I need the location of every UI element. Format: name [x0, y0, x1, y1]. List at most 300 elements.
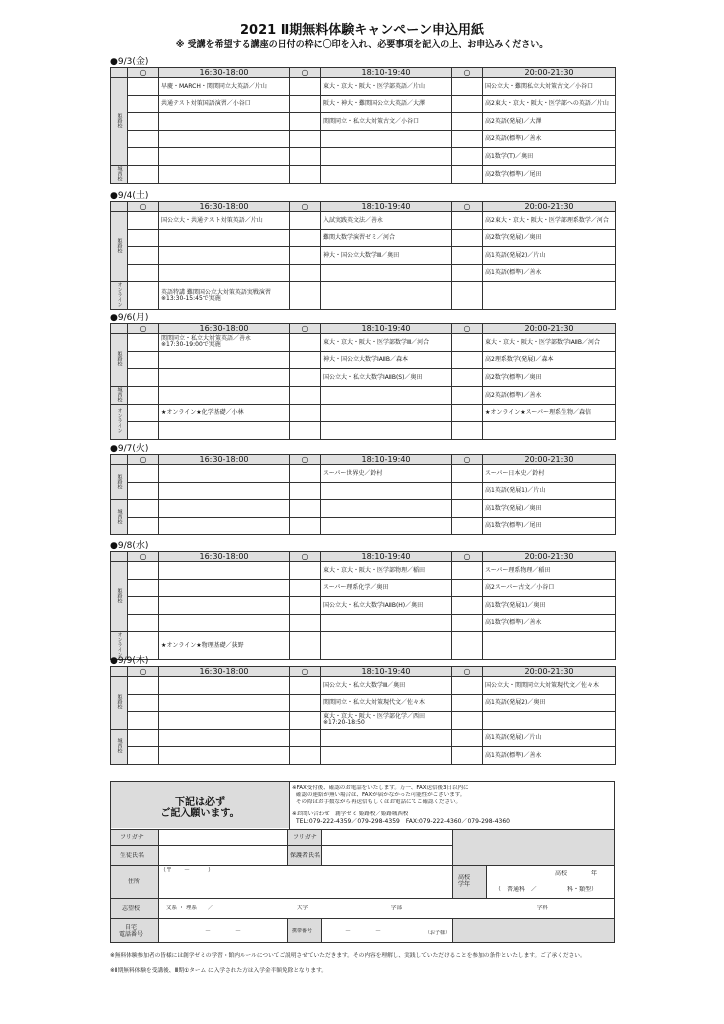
mark-box[interactable]: [128, 351, 159, 369]
mark-box[interactable]: [290, 334, 321, 352]
course-cell: [321, 165, 452, 183]
mark-box[interactable]: [128, 148, 159, 166]
mark-column-header: ○: [452, 455, 483, 465]
mark-column-header: ○: [128, 667, 159, 677]
footnote: ※無料体験参加者の皆様には創学ゼミの学習・館内ルールについてご説明させていただきます。その内容を理解し、実践していただけることを参加の条件といたします。ご了承ください。: [110, 953, 586, 959]
course-row: [111, 351, 616, 369]
course-row: [111, 264, 616, 282]
course-cell: 関関同立・私立大対策現代文／佐々木: [321, 694, 452, 712]
course-cell: 高2数学(標準)／奥田: [483, 369, 616, 387]
mark-column-header: ○: [452, 667, 483, 677]
mark-box[interactable]: [128, 712, 159, 730]
mark-box[interactable]: [452, 482, 483, 500]
course-cell: ★オンライン★スーパー理系生物／森信: [483, 404, 616, 422]
course-cell: [159, 422, 290, 440]
campus-label-text: 姫路校: [116, 238, 123, 253]
campus-label-text: 姫路校: [116, 694, 123, 710]
fax-note-line: その際はお手数ながら再送信もしくはお電話にてご確認ください。: [296, 799, 462, 805]
aspiration-label: 志望校: [122, 905, 141, 912]
mark-box[interactable]: [290, 422, 321, 440]
campus-label-text: 城西校: [116, 508, 123, 524]
mark-box[interactable]: [290, 386, 321, 404]
course-cell: [321, 422, 452, 440]
slot-time-header: 18:10-19:40: [321, 667, 452, 677]
campus-label: [111, 677, 128, 730]
school-grade-field[interactable]: 高校 年: [555, 870, 598, 877]
course-cell: [159, 369, 290, 387]
department-field[interactable]: 学科: [537, 905, 549, 911]
course-cell: [321, 282, 452, 310]
course-cell: 高2スーパー古文／小谷口: [483, 579, 616, 597]
student-name-label: 生徒氏名: [120, 852, 145, 859]
course-row: [111, 95, 616, 113]
page-title: 2021 Ⅱ期無料体験キャンペーン申込用紙: [239, 23, 484, 38]
course-row: [111, 113, 616, 131]
course-cell: 東大・京大・阪大・医学部数学Ⅲ／河合: [321, 334, 452, 352]
course-cell: [483, 422, 616, 440]
mark-box[interactable]: [452, 247, 483, 265]
fax-note-line: ※FAX受付後、確認のお電話をいたします。万一、FAX送信後3日以内に: [292, 785, 469, 791]
mark-box[interactable]: [290, 712, 321, 730]
mark-box[interactable]: [290, 130, 321, 148]
school-grade-label: 高校 学年: [458, 874, 471, 888]
mark-box[interactable]: [452, 729, 483, 747]
mark-box[interactable]: [452, 113, 483, 131]
mark-box[interactable]: [452, 95, 483, 113]
mark-box[interactable]: [128, 747, 159, 765]
slot-time-header: 18:10-19:40: [321, 324, 452, 334]
campus-label: [111, 212, 128, 282]
campus-label: [111, 729, 128, 764]
mark-box[interactable]: [128, 482, 159, 500]
mark-box[interactable]: [128, 113, 159, 131]
course-cell: [159, 165, 290, 183]
mark-column-header: ○: [290, 202, 321, 212]
day-date: ●9/3(金): [110, 57, 149, 67]
slot-time-header: 18:10-19:40: [321, 68, 452, 78]
mark-column-header: ○: [290, 667, 321, 677]
schedule-table: [110, 666, 616, 765]
slot-header-row: [111, 455, 616, 465]
mark-box[interactable]: [452, 165, 483, 183]
course-cell: スーパー理系化学／奥田: [321, 579, 452, 597]
mark-box[interactable]: [452, 369, 483, 387]
mark-box[interactable]: [128, 95, 159, 113]
course-cell: [321, 729, 452, 747]
mark-box[interactable]: [290, 632, 321, 660]
course-cell: 関関同立・私立大対策古文／小谷口: [321, 113, 452, 131]
course-row: [111, 165, 616, 183]
mark-box[interactable]: [290, 614, 321, 632]
furigana-label-guardian: フリガナ: [293, 834, 317, 841]
course-cell: [321, 148, 452, 166]
mark-box[interactable]: [452, 212, 483, 230]
campus-label-text: オンライン: [116, 408, 123, 433]
mark-box[interactable]: [452, 404, 483, 422]
mark-box[interactable]: [128, 165, 159, 183]
home-phone-field[interactable]: － －: [205, 928, 242, 935]
course-cell: ★オンライン★物理基礎／荻野: [159, 632, 290, 660]
course-cell: [483, 632, 616, 660]
mark-box[interactable]: [452, 579, 483, 597]
mark-box[interactable]: [452, 282, 483, 310]
mark-box[interactable]: [128, 386, 159, 404]
mark-box[interactable]: [128, 562, 159, 580]
course-row: [111, 334, 616, 352]
day-date: ●9/8(水): [110, 541, 149, 551]
mark-column-header: ○: [128, 68, 159, 78]
mark-box[interactable]: [128, 212, 159, 230]
mark-box[interactable]: [290, 229, 321, 247]
mark-box[interactable]: [452, 517, 483, 535]
child-note: （お子様）: [425, 930, 451, 936]
day-date: ●9/7(火): [110, 444, 149, 454]
course-cell: [159, 729, 290, 747]
slot-time-header: 16:30-18:00: [159, 455, 290, 465]
course-cell: [159, 113, 290, 131]
course-field[interactable]: （ 普通科 ／ 科・類型）: [495, 886, 598, 893]
day-date: ●9/4(土): [110, 191, 149, 201]
mark-box[interactable]: [290, 212, 321, 230]
mark-box[interactable]: [290, 517, 321, 535]
course-cell: 国公立大・共通テスト対策英語／片山: [159, 212, 290, 230]
slot-time-header: 18:10-19:40: [321, 455, 452, 465]
course-row: [111, 482, 616, 500]
mark-box[interactable]: [452, 78, 483, 96]
course-cell: 高1英語(発展2)／片山: [483, 247, 616, 265]
guardian-name-label: 保護者氏名: [290, 852, 321, 859]
schedule-table: [110, 201, 616, 310]
campus-label-text: 姫路校: [116, 351, 123, 367]
course-row: [111, 694, 616, 712]
schedule-table: [110, 67, 616, 184]
course-cell: [321, 482, 452, 500]
mark-box[interactable]: [290, 465, 321, 483]
mark-column-header: ○: [452, 324, 483, 334]
mark-box[interactable]: [128, 334, 159, 352]
campus-label-text: オンライン: [116, 632, 123, 657]
mark-box[interactable]: [290, 694, 321, 712]
course-cell: 東大・京大・阪大・医学部物理／稲田: [321, 562, 452, 580]
course-cell: 入試実践英文法／善永: [321, 212, 452, 230]
course-cell: [159, 148, 290, 166]
course-row: [111, 517, 616, 535]
slot-time-header: 16:30-18:00: [159, 202, 290, 212]
mark-box[interactable]: [452, 500, 483, 518]
course-cell: [321, 517, 452, 535]
course-cell: 阪大・神大・難関国公立大英語／大澤: [321, 95, 452, 113]
mark-box[interactable]: [452, 632, 483, 660]
course-cell: [159, 747, 290, 765]
mark-box[interactable]: [128, 579, 159, 597]
course-cell: [159, 229, 290, 247]
mark-box[interactable]: [452, 694, 483, 712]
course-cell: [321, 386, 452, 404]
mark-box[interactable]: [128, 465, 159, 483]
mark-box[interactable]: [290, 579, 321, 597]
course-cell: [159, 694, 290, 712]
campus-label: [111, 334, 128, 387]
course-cell: [159, 465, 290, 483]
course-row: [111, 500, 616, 518]
mark-box[interactable]: [452, 562, 483, 580]
course-row: [111, 712, 616, 730]
mark-box[interactable]: [452, 229, 483, 247]
mark-box[interactable]: [290, 282, 321, 310]
day-date: ●9/6(月): [110, 313, 149, 323]
stream-field[interactable]: 文系 ・ 理系 ／: [166, 905, 214, 911]
slot-time-header: 20:00-21:30: [483, 202, 616, 212]
course-cell: [159, 500, 290, 518]
mark-box[interactable]: [452, 386, 483, 404]
course-cell: [321, 500, 452, 518]
course-row: [111, 212, 616, 230]
course-cell: 高1数学(発展1)／奥田: [483, 597, 616, 615]
course-row: [111, 247, 616, 265]
mark-box[interactable]: [452, 351, 483, 369]
mark-box[interactable]: [452, 597, 483, 615]
mark-box[interactable]: [290, 95, 321, 113]
instruction-text: ※ 受講を希望する講座の日付の枠に〇印を入れ、必要事項を記入の上、お申込みください。: [175, 40, 549, 50]
campus-label-text: 姫路校: [116, 588, 123, 603]
mark-box[interactable]: [290, 597, 321, 615]
course-cell: 英語特講 難関国公立大対策英語実戦演習 ※13:30-15:45で実施: [159, 282, 290, 310]
notice-box: [111, 782, 289, 828]
course-cell: 高2英語(標準)／善永: [483, 386, 616, 404]
mark-box[interactable]: [290, 562, 321, 580]
mark-box[interactable]: [452, 465, 483, 483]
slot-header-row: [111, 667, 616, 677]
mark-box[interactable]: [290, 148, 321, 166]
mark-box[interactable]: [290, 113, 321, 131]
mark-box[interactable]: [128, 597, 159, 615]
course-row: [111, 148, 616, 166]
mark-box[interactable]: [290, 165, 321, 183]
mark-box[interactable]: [290, 247, 321, 265]
mark-column-header: ○: [452, 552, 483, 562]
mark-column-header: ○: [128, 455, 159, 465]
course-row: [111, 614, 616, 632]
course-cell: 早慶・MARCH・関関同立大英語／片山: [159, 78, 290, 96]
course-row: [111, 579, 616, 597]
mark-box[interactable]: [128, 422, 159, 440]
slot-time-header: 18:10-19:40: [321, 202, 452, 212]
slot-time-header: 20:00-21:30: [483, 324, 616, 334]
mark-box[interactable]: [452, 712, 483, 730]
mark-box[interactable]: [290, 747, 321, 765]
mark-box[interactable]: [128, 500, 159, 518]
course-cell: [159, 264, 290, 282]
home-phone-label: 自宅 電話番号: [119, 924, 144, 938]
postal-code-field[interactable]: （〒 － ）: [160, 867, 215, 874]
mark-box[interactable]: [128, 130, 159, 148]
course-cell: 高1英語(標準)／善永: [483, 747, 616, 765]
slot-header-row: [111, 324, 616, 334]
mark-box[interactable]: [452, 130, 483, 148]
campus-label: [111, 165, 128, 183]
mark-box[interactable]: [452, 334, 483, 352]
course-row: [111, 747, 616, 765]
campus-label: [111, 282, 128, 310]
campus-label: [111, 404, 128, 439]
campus-label: [111, 386, 128, 404]
mark-box[interactable]: [452, 614, 483, 632]
footnote: ※Ⅱ期無料体験を受講後、Ⅲ期①ターム に入学された方は入学金半額免除となります。: [110, 968, 327, 974]
course-row: [111, 130, 616, 148]
course-row: [111, 597, 616, 615]
address-label: 住所: [128, 878, 141, 885]
campus-label-text: 城西校: [116, 386, 123, 402]
mark-column-header: ○: [452, 68, 483, 78]
course-cell: 東大・京大・阪大・医学部化学／西田 ※17:20-18:50: [321, 712, 452, 730]
slot-time-header: 16:30-18:00: [159, 68, 290, 78]
mark-box[interactable]: [128, 729, 159, 747]
campus-label: [111, 78, 128, 166]
course-cell: [159, 351, 290, 369]
course-cell: 神大・国公立大数学ⅠAⅡB／森本: [321, 351, 452, 369]
course-row: [111, 386, 616, 404]
campus-label: [111, 562, 128, 632]
course-row: [111, 632, 616, 660]
campus-label-text: オンライン: [116, 282, 123, 307]
notice-line: 下記は必ず: [175, 797, 225, 808]
course-cell: 高1数学(T)／奥田: [483, 148, 616, 166]
university-field[interactable]: 大学: [297, 905, 309, 911]
schedule-table: [110, 454, 616, 535]
course-cell: [321, 404, 452, 422]
course-cell: [159, 517, 290, 535]
faculty-field[interactable]: 学部: [391, 905, 403, 911]
course-cell: [159, 482, 290, 500]
course-cell: 高2英語(発展)／大澤: [483, 113, 616, 131]
course-cell: 共通テスト対策国語演習／小谷口: [159, 95, 290, 113]
slot-time-header: 18:10-19:40: [321, 552, 452, 562]
campus-label-text: 城西校: [116, 738, 123, 753]
course-cell: [159, 614, 290, 632]
course-row: [111, 404, 616, 422]
course-cell: [159, 579, 290, 597]
course-cell: 高1英語(標準)／善永: [483, 264, 616, 282]
course-cell: [321, 130, 452, 148]
course-cell: 高1英語(発展)／片山: [483, 729, 616, 747]
course-cell: [159, 130, 290, 148]
mark-box[interactable]: [128, 264, 159, 282]
campus-label-text: 姫路校: [116, 473, 123, 489]
mark-column-header: ○: [290, 324, 321, 334]
mark-box[interactable]: [128, 78, 159, 96]
mark-box[interactable]: [290, 404, 321, 422]
course-cell: [159, 677, 290, 695]
mark-box[interactable]: [452, 747, 483, 765]
course-cell: 東大・京大・阪大・医学部数学ⅠAⅡB／河合: [483, 334, 616, 352]
mark-box[interactable]: [290, 677, 321, 695]
slot-time-header: 16:30-18:00: [159, 552, 290, 562]
course-cell: 難関大数学演習ゼミ／河合: [321, 229, 452, 247]
course-row: [111, 282, 616, 310]
course-cell: 高1数学(標準)／善永: [483, 614, 616, 632]
mark-box[interactable]: [128, 614, 159, 632]
mark-box[interactable]: [452, 148, 483, 166]
slot-time-header: 20:00-21:30: [483, 552, 616, 562]
course-cell: [321, 264, 452, 282]
slot-header-row: [111, 202, 616, 212]
mark-box[interactable]: [452, 264, 483, 282]
inquiry-phone: TEL:079-222-4359／079-298-4359 FAX:079-222-4360／079-298-4360: [296, 818, 510, 825]
course-cell: 高2数学(標準)／尾田: [483, 165, 616, 183]
schedule-table: [110, 323, 616, 440]
mark-column-header: ○: [290, 552, 321, 562]
course-cell: 国公立大・私立大数学ⅠAⅡB(H)／奥田: [321, 597, 452, 615]
mark-box[interactable]: [128, 677, 159, 695]
mark-box[interactable]: [128, 229, 159, 247]
course-cell: 高2英語(標準)／善永: [483, 130, 616, 148]
course-cell: [159, 386, 290, 404]
course-cell: 関関同立・私立大対策英語／善永 ※17:30-19:00で実施: [159, 334, 290, 352]
course-cell: 国公立大・関関同立大対策現代文／佐々木: [483, 677, 616, 695]
slot-time-header: 20:00-21:30: [483, 68, 616, 78]
mark-box[interactable]: [128, 517, 159, 535]
slot-header-row: [111, 552, 616, 562]
course-cell: [321, 747, 452, 765]
mark-column-header: ○: [128, 324, 159, 334]
campus-label-text: 城西校: [116, 165, 123, 181]
schedule-table: [110, 551, 616, 660]
course-cell: 国公立大・難関私立大対策古文／小谷口: [483, 78, 616, 96]
course-cell: [321, 614, 452, 632]
mark-box[interactable]: [290, 500, 321, 518]
mark-box[interactable]: [290, 78, 321, 96]
slot-time-header: 20:00-21:30: [483, 455, 616, 465]
course-row: [111, 78, 616, 96]
mark-column-header: ○: [128, 202, 159, 212]
mark-box[interactable]: [128, 404, 159, 422]
course-cell: [159, 562, 290, 580]
course-cell: 高2東大・京大・阪大・医学部理系数学／河合: [483, 212, 616, 230]
mobile-field[interactable]: － －: [345, 928, 382, 935]
mark-box[interactable]: [290, 729, 321, 747]
mark-box[interactable]: [128, 282, 159, 310]
course-row: [111, 369, 616, 387]
mark-box[interactable]: [290, 264, 321, 282]
furigana-label: フリガナ: [120, 834, 144, 841]
mark-box[interactable]: [128, 694, 159, 712]
mark-box[interactable]: [128, 369, 159, 387]
campus-label: [111, 465, 128, 500]
mark-column-header: ○: [290, 455, 321, 465]
course-cell: 高1数学(発展)／奥田: [483, 500, 616, 518]
inquiry-line: ※お問い合わせ 創学ゼミ 姫路校／姫路城西校: [292, 811, 409, 817]
course-cell: ★オンライン★化学基礎／小林: [159, 404, 290, 422]
mark-box[interactable]: [290, 369, 321, 387]
course-cell: [321, 632, 452, 660]
mark-box[interactable]: [290, 482, 321, 500]
mark-box[interactable]: [290, 351, 321, 369]
mark-box[interactable]: [452, 677, 483, 695]
course-row: [111, 229, 616, 247]
campus-label-text: 姫路校: [116, 112, 123, 128]
mark-box[interactable]: [452, 422, 483, 440]
slot-header-row: [111, 68, 616, 78]
mark-box[interactable]: [128, 247, 159, 265]
course-cell: [159, 712, 290, 730]
mark-column-header: ○: [452, 202, 483, 212]
course-row: [111, 562, 616, 580]
course-cell: [159, 247, 290, 265]
fax-note-line: 確認の連絡が無い場合は、FAXが届かなかった可能性がございます。: [296, 792, 466, 798]
course-cell: スーパー理系物理／稲田: [483, 562, 616, 580]
course-cell: スーパー日本史／鈴村: [483, 465, 616, 483]
course-cell: 高1英語(発展1)／片山: [483, 482, 616, 500]
